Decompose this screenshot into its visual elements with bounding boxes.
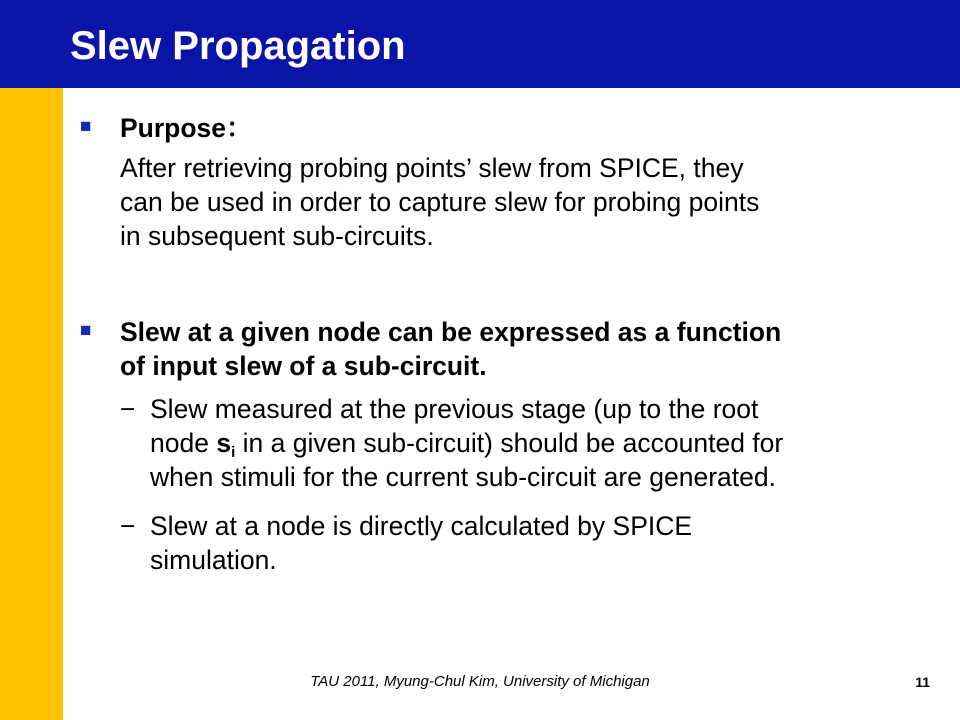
slide-footer: TAU 2011, Myung-Chul Kim, University of Michigan [310, 673, 650, 690]
slide-title: Slew Propagation [70, 24, 406, 68]
sub-bullet-2-line-2: simulation. [150, 545, 277, 575]
sub-bullet-1-line-3: when stimuli for the current sub-circuit are generated. [150, 462, 776, 492]
sub-bullet-marker-2: − [120, 511, 136, 541]
sub-bullet-1-line-2 [150, 426, 783, 460]
root-node-symbol: s [216, 428, 232, 458]
bullet-2-heading-line-2: of input slew of a sub-circuit. [120, 351, 487, 381]
bullet-1-heading: Purpose： [120, 113, 253, 143]
sub-bullet-1-line-2-suffix: in a given sub-circuit) should be accounted for [235, 428, 784, 458]
page-number: 11 [915, 674, 930, 690]
sub-bullet-1-line-1: Slew measured at the previous stage (up to the root [150, 394, 759, 424]
bullet-marker-2: ■ [80, 320, 92, 341]
sub-bullet-marker-1: − [120, 394, 136, 424]
sub-bullet-2-line-1: Slew at a node is directly calculated by SPICE [150, 511, 693, 541]
bullet-1-body-line-2: can be used in order to capture slew for probing points [120, 187, 760, 217]
bullet-2-heading-line-1: Slew at a given node can be expressed as a function [120, 317, 782, 347]
title-bar [0, 0, 960, 88]
bullet-1-body-line-3: in subsequent sub-circuits. [120, 221, 434, 251]
bullet-marker-1: ■ [80, 116, 92, 137]
root-node-subscript: i [231, 444, 236, 461]
sub-bullet-1-line-2-prefix: node [150, 428, 217, 458]
bullet-1-body-line-1: After retrieving probing points’ slew from SPICE, they [120, 153, 744, 183]
left-accent-stripe [0, 88, 63, 720]
